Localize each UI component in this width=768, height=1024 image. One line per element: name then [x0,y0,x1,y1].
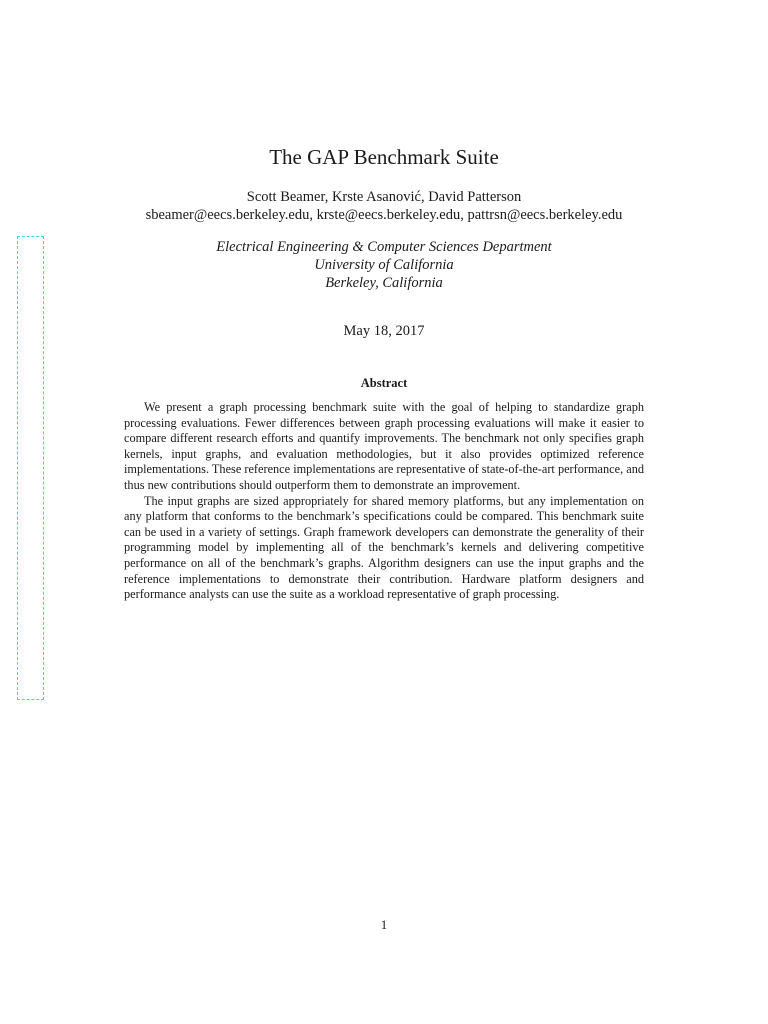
author-emails: sbeamer@eecs.berkeley.edu, krste@eecs.berkeley.edu, pattrsn@eecs.berkeley.edu [145,207,623,223]
abstract-paragraph: The input graphs are sized appropriately for shared memory platforms, but any implementation on any platform that conforms to the benchmark’s specifications could be compared. This benchmark suite can be used in a variety of settings. Graph framework developers can demonstrate the generality of their programming model by implementing all of the benchmark’s kernels and delivering competitive performance on all of the benchmark’s graphs. Algorithm designers can use the input graphs and the reference implementations to demonstrate their contribution. Hardware platform designers and performance analysts can use the suite as a workload representative of graph processing. [124,493,644,602]
hyperlink-frame[interactable] [17,236,44,700]
author-names: Scott Beamer, Krste Asanović, David Patterson [246,189,522,205]
paper-title: The GAP Benchmark Suite [269,145,499,169]
abstract-paragraph: We present a graph processing benchmark suite with the goal of helping to standardize graph processing evaluations. Fewer differences between graph processing evaluations will make it easier to compare different research efforts and quantify improvements. The benchmark not only specifies graph kernels, input graphs, and evaluation methodologies, but it also provides optimized reference implementations. These reference implementations are representative of state-of-the-art performance, and thus new contributions should outperform them to demonstrate an improvement. [124,400,644,492]
abstract-body [124,400,644,603]
abstract-heading: Abstract [360,376,408,390]
affiliation-location: Berkeley, California [325,275,443,291]
author-block [0,188,768,224]
affiliation-university: University of California [314,257,454,273]
affiliation-block [0,238,768,292]
affiliation-department: Electrical Engineering & Computer Sciences Department [216,239,552,255]
page-number: 1 [380,917,388,932]
publication-date: May 18, 2017 [343,323,425,339]
